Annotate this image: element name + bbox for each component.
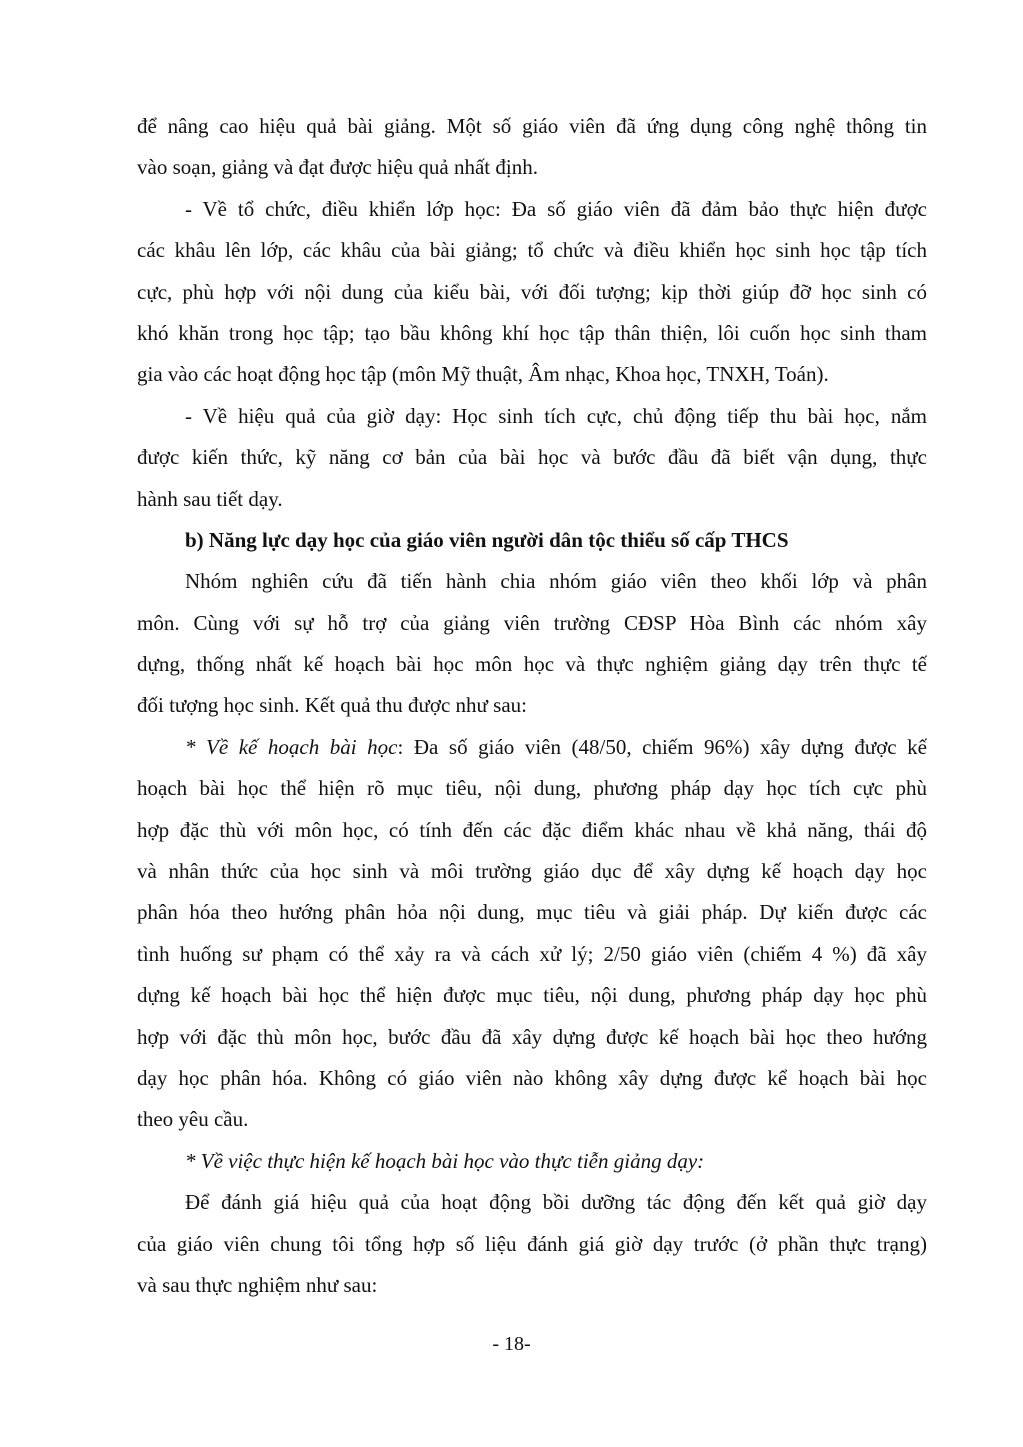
paragraph-line: theo yêu cầu. bbox=[137, 1107, 249, 1132]
bullet-line: - Về hiệu quả của giờ dạy: Học sinh tích cực, chủ động tiếp thu bài học, nắm bbox=[185, 403, 927, 428]
paragraph-line: gia vào các hoạt động học tập (môn Mỹ thuật, Âm nhạc, Khoa học, TNXH, Toán). bbox=[137, 362, 829, 387]
paragraph-line: của giáo viên chung tôi tổng hợp số liệu đánh giá giờ dạy trước (ở phần thực trạng) bbox=[137, 1231, 927, 1256]
paragraph-line: hợp đặc thù với môn học, có tính đến các đặc điểm khác nhau về khả năng, thái độ bbox=[137, 817, 927, 842]
paragraph-line: đối tượng học sinh. Kết quả thu được như sau: bbox=[137, 693, 527, 718]
paragraph-line: tình huống sư phạm có thể xảy ra và cách xử lý; 2/50 giáo viên (chiếm 4 %) đã xây bbox=[137, 941, 927, 966]
paragraph-line: và sau thực nghiệm như sau: bbox=[137, 1272, 378, 1297]
paragraph-line: hành sau tiết dạy. bbox=[137, 486, 283, 511]
paragraph-text: : Đa số giáo viên (48/50, chiếm 96%) xây dựng được kế bbox=[397, 734, 927, 759]
paragraph-line: cực, phù hợp với nội dung của kiểu bài, với đối tượng; kịp thời giúp đỡ học sinh có bbox=[137, 279, 927, 304]
bullet-line: - Về tổ chức, điều khiển lớp học: Đa số giáo viên đã đảm bảo thực hiện được bbox=[185, 196, 927, 221]
paragraph-line: các khâu lên lớp, các khâu của bài giảng; tổ chức và điều khiển học sinh học tập tích bbox=[137, 238, 927, 263]
paragraph-line: để nâng cao hiệu quả bài giảng. Một số giáo viên đã ứng dụng công nghệ thông tin bbox=[137, 114, 927, 138]
paragraph-line: Nhóm nghiên cứu đã tiến hành chia nhóm giáo viên theo khối lớp và phân bbox=[185, 569, 927, 594]
paragraph-line: hoạch bài học thể hiện rõ mục tiêu, nội dung, phương pháp dạy học tích cực phù bbox=[137, 776, 927, 801]
paragraph-line: phân hóa theo hướng phân hỏa nội dung, mục tiêu và giải pháp. Dự kiến được các bbox=[137, 900, 927, 925]
paragraph-line: dạy học phân hóa. Không có giáo viên nào không xây dựng được kể hoạch bài học bbox=[137, 1065, 927, 1090]
paragraph-line: hợp với đặc thù môn học, bước đầu đã xây dựng được kế hoạch bài học theo hướng bbox=[137, 1024, 927, 1049]
page-number: - 18- bbox=[492, 1333, 531, 1355]
paragraph-line: và nhân thức của học sinh và môi trường giáo dục để xây dựng kế hoạch dạy học bbox=[137, 859, 927, 884]
paragraph-line: vào soạn, giảng và đạt được hiệu quả nhất định. bbox=[137, 155, 538, 180]
paragraph-line: khó khăn trong học tập; tạo bầu không khí học tập thân thiện, lôi cuốn học sinh tham bbox=[137, 320, 927, 345]
paragraph-line: được kiến thức, kỹ năng cơ bản của bài học và bước đầu đã biết vận dụng, thực bbox=[137, 445, 927, 470]
paragraph-line bbox=[137, 727, 927, 768]
section-heading: b) Năng lực dạy học của giáo viên người dân tộc thiểu số cấp THCS bbox=[185, 527, 789, 552]
paragraph-line: dựng, thống nhất kế hoạch bài học môn học và thực nghiệm giảng dạy trên thực tế bbox=[137, 652, 927, 677]
paragraph-line: Để đánh giá hiệu quả của hoạt động bồi dưỡng tác động đến kết quả giờ dạy bbox=[185, 1190, 927, 1215]
paragraph-line: môn. Cùng với sự hỗ trợ của giảng viên trường CĐSP Hòa Bình các nhóm xây bbox=[137, 610, 927, 635]
subheading-inline: * Về kế hoạch bài học bbox=[185, 734, 398, 759]
document-body bbox=[137, 106, 927, 1306]
paragraph-line: dựng kế hoạch bài học thể hiện được mục tiêu, nội dung, phương pháp dạy học phù bbox=[137, 983, 927, 1008]
subheading: * Về việc thực hiện kế hoạch bài học vào thực tiễn giảng dạy: bbox=[185, 1148, 705, 1173]
